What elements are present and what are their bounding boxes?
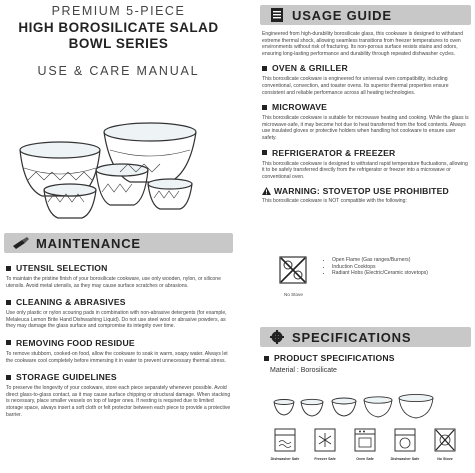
warning-triangle-icon xyxy=(262,187,271,195)
storage-body: To preserve the longevity of your cookware, store each piece separately whenever possible. Avoid direct glass-to-glass contact, as it may cause surface chipping or structural damage. When stacking is necessary, place smaller vessels on top of larger ones. If nesting is required due to limited storage space, always insert a soft cloth or felt protector between each piece to provide a protective barrier. xyxy=(6,385,231,418)
usage-content xyxy=(262,31,470,205)
oven-body: This borosilicate cookware is engineered for universal oven compatibility, including conventional, convection, and toaster ovens. Its superior thermal properties ensure consistent and reliable performance across all heating technologies. xyxy=(262,76,449,96)
material-label: Material xyxy=(270,367,295,374)
specs-title: SPECIFICATIONS xyxy=(292,329,412,345)
hero-line-1: PREMIUM 5-PIECE xyxy=(51,4,186,18)
maintenance-title: MAINTENANCE xyxy=(36,235,141,251)
bullet-square-icon xyxy=(262,66,267,71)
bullet-square-icon xyxy=(6,340,11,345)
bowls-illustration xyxy=(0,110,237,225)
maintenance-sections xyxy=(6,263,232,418)
oven-icon xyxy=(354,428,376,452)
no-stove-icon xyxy=(434,428,456,452)
cleaning-body: Use only plastic or nylon scouring pads in combination with non-abrasive detergents (for example, Melaleuca Lemon Brite Hand Dishwashing Liquid). Do not use steel wool or abrasive powders, as they may damage the glass surface and compromise its integrity over time. xyxy=(6,310,227,330)
spec-icon-item xyxy=(426,428,464,461)
spec-icon-label: Dishwasher Safe xyxy=(270,457,300,461)
warning-item: • Radiant Hobs (Electric/Ceramic stovetops) xyxy=(332,270,475,277)
usage-banner xyxy=(260,5,471,25)
bullet-square-icon xyxy=(262,105,267,110)
bullet-square-icon xyxy=(6,375,11,380)
list-icon xyxy=(268,8,286,22)
spec-icon-item xyxy=(306,428,344,461)
no-stove-label: No Stove xyxy=(284,292,303,297)
bullet-square-icon xyxy=(264,356,269,361)
microwave-heading: MICROWAVE xyxy=(262,102,470,112)
warning-item: • Open Flame (Gas ranges/Burners) xyxy=(332,257,475,264)
hero-line-2: HIGH BOROSILICATE SALAD xyxy=(18,20,219,35)
maintenance-banner xyxy=(4,233,233,253)
bullet-square-icon xyxy=(6,300,11,305)
no-stove-block xyxy=(278,255,468,301)
spec-icon-item xyxy=(346,428,384,461)
spec-icon-label: No Stove xyxy=(437,457,453,461)
freezer-icon xyxy=(314,428,336,452)
residue-body: To remove stubborn, cooked-on food, allow the cookware to soak in warm, soapy water. Always let the cookware cool completely before immersing it in water to prevent unnecessary thermal stress. xyxy=(6,350,228,364)
bullet-square-icon xyxy=(6,266,11,271)
warning-text: This borosilicate cookware is NOT compatible with the following: xyxy=(262,198,407,205)
bullet-square-icon xyxy=(262,150,267,155)
oven-heading: OVEN & GRILLER xyxy=(262,63,470,73)
spec-icon-label: Oven Safe xyxy=(356,457,374,461)
brush-icon xyxy=(12,236,30,250)
spec-icon-item xyxy=(386,428,424,461)
material-value: Borosilicate xyxy=(300,367,337,374)
residue-heading: REMOVING FOOD RESIDUE xyxy=(6,338,232,348)
warning-list xyxy=(318,257,475,277)
spec-icon-label: Dishwasher Safe xyxy=(390,457,420,461)
spec-icon-item xyxy=(266,428,304,461)
product-specs-heading: PRODUCT SPECIFICATIONS xyxy=(264,353,395,363)
gear-icon xyxy=(268,330,286,344)
fridge-heading: REFRIGERATOR & FREEZER xyxy=(262,148,470,158)
fridge-body: This borosilicate cookware is designed to withstand rapid temperature fluctuations, allowing it to be safely transferred directly from the refrigerator or freezer into a microwave or conventional oven. xyxy=(262,160,468,180)
utensil-body: To maintain the pristine finish of your borosilicate cookware, use only wooden, nylon, or silicone utensils. Avoid metal utensils, as they may cause surface scratches or abrasions. xyxy=(6,276,221,289)
microwave-body: This borosilicate cookware is suitable for microwave heating and cooking. While the glass is microwave-safe, it may become hot due to heat transferred from the food contents. Always use insulated gloves or protective holders when handling hot cookware to ensure user safety. xyxy=(262,115,469,141)
hero-title-block xyxy=(0,0,237,90)
spec-icon-label: Freezer Safe xyxy=(314,457,336,461)
storage-heading: STORAGE GUIDELINES xyxy=(6,372,232,382)
cleaning-heading: CLEANING & ABRASIVES xyxy=(6,297,232,307)
bowls-lineup xyxy=(270,390,450,420)
hero-line-4: USE & CARE MANUAL xyxy=(37,64,200,78)
dishwasher-icon xyxy=(394,428,416,452)
utensil-heading: UTENSIL SELECTION xyxy=(6,263,232,273)
usage-intro: Engineered from high-durability borosilicate glass, this cookware is designed to withstand extreme thermal shock, allowing seamless transitions from freezer temperatures to oven environments without risk of fracturing. Its non-porous surface resists stains and odors, ensuring long-lasting performance and durability through repeated dishwasher cycles. xyxy=(262,31,464,57)
spec-icons-row xyxy=(266,428,471,470)
warning-item: • Induction Cooktops xyxy=(332,264,475,271)
dishwasher-icon xyxy=(274,428,296,452)
hero-line-3: BOWL SERIES xyxy=(68,36,169,51)
warning-heading: WARNING: STOVETOP USE PROHIBITED xyxy=(262,186,470,196)
no-stove-icon xyxy=(278,255,308,285)
specs-banner xyxy=(260,327,471,347)
material-row xyxy=(270,367,337,374)
usage-title: USAGE GUIDE xyxy=(292,7,392,23)
material-separator: : xyxy=(296,367,301,374)
